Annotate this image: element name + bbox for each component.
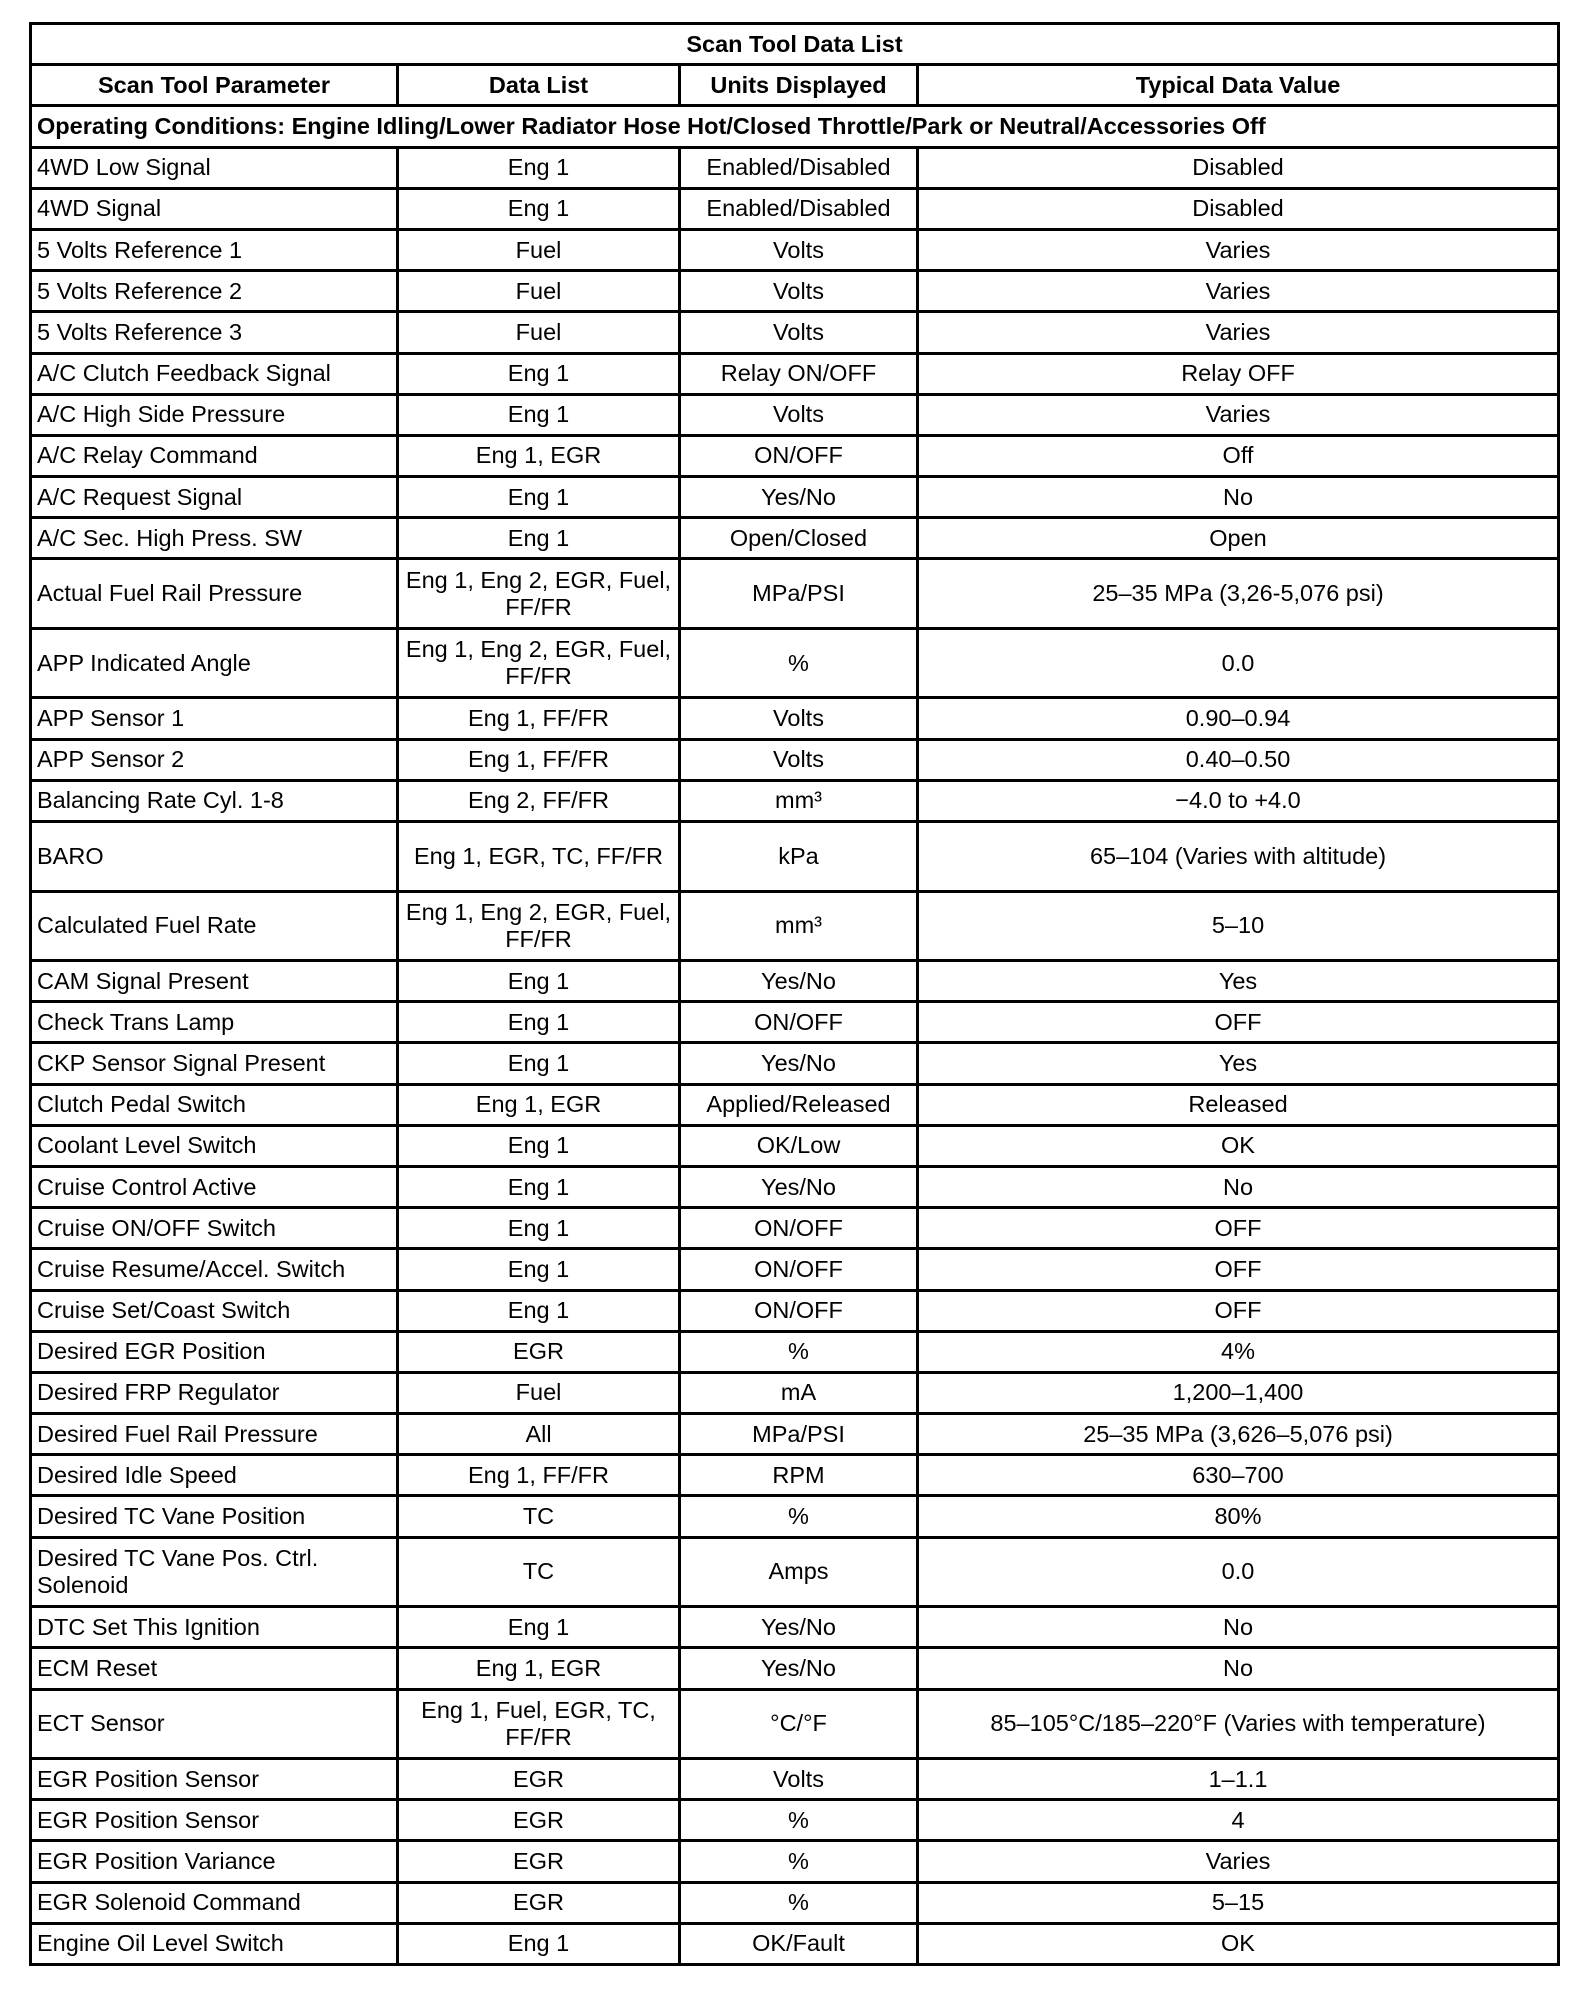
- cell-parameter: 5 Volts Reference 3: [31, 312, 398, 353]
- cell-units: mm³: [680, 891, 918, 961]
- table-row: [31, 1648, 1559, 1689]
- table-row: [31, 1607, 1559, 1648]
- cell-data-list: Eng 1: [398, 147, 680, 188]
- cell-units: Yes/No: [680, 1648, 918, 1689]
- cell-data-list: All: [398, 1414, 680, 1455]
- cell-typical-value: 630–700: [918, 1455, 1559, 1496]
- table-row: [31, 1166, 1559, 1207]
- cell-units: kPa: [680, 822, 918, 892]
- cell-typical-value: No: [918, 1166, 1559, 1207]
- cell-units: ON/OFF: [680, 1249, 918, 1290]
- title-row: [31, 24, 1559, 65]
- cell-parameter: A/C Request Signal: [31, 477, 398, 518]
- cell-typical-value: 85–105°C/185–220°F (Varies with temperature): [918, 1689, 1559, 1759]
- cell-data-list: Fuel: [398, 229, 680, 270]
- cell-units: Amps: [680, 1537, 918, 1607]
- cell-units: Applied/Released: [680, 1084, 918, 1125]
- cell-units: Yes/No: [680, 1043, 918, 1084]
- cell-parameter: Balancing Rate Cyl. 1-8: [31, 780, 398, 821]
- cell-units: mm³: [680, 780, 918, 821]
- table-row: [31, 435, 1559, 476]
- table-row: [31, 1455, 1559, 1496]
- cell-units: Volts: [680, 739, 918, 780]
- cell-parameter: Actual Fuel Rail Pressure: [31, 559, 398, 629]
- cell-typical-value: Varies: [918, 271, 1559, 312]
- cell-data-list: Fuel: [398, 312, 680, 353]
- cell-units: MPa/PSI: [680, 559, 918, 629]
- table-row: [31, 1496, 1559, 1537]
- cell-units: %: [680, 628, 918, 698]
- cell-data-list: Eng 1: [398, 1043, 680, 1084]
- cell-data-list: Eng 1: [398, 188, 680, 229]
- cell-parameter: Desired TC Vane Position: [31, 1496, 398, 1537]
- table-row: [31, 1800, 1559, 1841]
- cell-units: %: [680, 1331, 918, 1372]
- cell-typical-value: Open: [918, 518, 1559, 559]
- cell-units: ON/OFF: [680, 1208, 918, 1249]
- cell-typical-value: 0.90–0.94: [918, 698, 1559, 739]
- cell-typical-value: 80%: [918, 1496, 1559, 1537]
- cell-typical-value: Varies: [918, 1841, 1559, 1882]
- cell-typical-value: Off: [918, 435, 1559, 476]
- cell-parameter: APP Sensor 2: [31, 739, 398, 780]
- cell-units: RPM: [680, 1455, 918, 1496]
- cell-typical-value: Released: [918, 1084, 1559, 1125]
- cell-units: Volts: [680, 1759, 918, 1800]
- cell-data-list: Eng 1, EGR, TC, FF/FR: [398, 822, 680, 892]
- table-row: [31, 1331, 1559, 1372]
- cell-typical-value: Disabled: [918, 188, 1559, 229]
- cell-data-list: Eng 1: [398, 353, 680, 394]
- table-row: [31, 1084, 1559, 1125]
- cell-parameter: Desired EGR Position: [31, 1331, 398, 1372]
- cell-units: %: [680, 1496, 918, 1537]
- cell-parameter: DTC Set This Ignition: [31, 1607, 398, 1648]
- operating-conditions-row: [31, 106, 1559, 147]
- cell-parameter: APP Indicated Angle: [31, 628, 398, 698]
- cell-parameter: Cruise Control Active: [31, 1166, 398, 1207]
- table-row: [31, 1125, 1559, 1166]
- cell-parameter: A/C Clutch Feedback Signal: [31, 353, 398, 394]
- cell-data-list: Eng 1: [398, 477, 680, 518]
- table-row: [31, 1759, 1559, 1800]
- cell-units: MPa/PSI: [680, 1414, 918, 1455]
- cell-typical-value: OFF: [918, 1002, 1559, 1043]
- cell-typical-value: Yes: [918, 961, 1559, 1002]
- cell-parameter: CAM Signal Present: [31, 961, 398, 1002]
- table-row: [31, 1290, 1559, 1331]
- cell-units: Volts: [680, 271, 918, 312]
- cell-typical-value: Yes: [918, 1043, 1559, 1084]
- cell-units: Volts: [680, 312, 918, 353]
- cell-data-list: Eng 1: [398, 1290, 680, 1331]
- cell-data-list: Eng 1, EGR: [398, 1648, 680, 1689]
- header-data-list: Data List: [398, 65, 680, 106]
- cell-typical-value: 65–104 (Varies with altitude): [918, 822, 1559, 892]
- cell-typical-value: OK: [918, 1125, 1559, 1166]
- table-row: [31, 1841, 1559, 1882]
- cell-typical-value: 0.0: [918, 628, 1559, 698]
- cell-units: ON/OFF: [680, 1290, 918, 1331]
- cell-data-list: Eng 1: [398, 394, 680, 435]
- cell-data-list: Eng 1: [398, 518, 680, 559]
- cell-typical-value: No: [918, 477, 1559, 518]
- cell-data-list: Eng 1: [398, 1002, 680, 1043]
- cell-units: Volts: [680, 229, 918, 270]
- cell-units: ON/OFF: [680, 1002, 918, 1043]
- table-row: [31, 698, 1559, 739]
- cell-units: Yes/No: [680, 1166, 918, 1207]
- table-row: [31, 518, 1559, 559]
- table-row: [31, 1923, 1559, 1964]
- cell-typical-value: No: [918, 1648, 1559, 1689]
- table-row: [31, 271, 1559, 312]
- cell-typical-value: 1–1.1: [918, 1759, 1559, 1800]
- cell-parameter: Desired Fuel Rail Pressure: [31, 1414, 398, 1455]
- table-row: [31, 1689, 1559, 1759]
- cell-parameter: Desired Idle Speed: [31, 1455, 398, 1496]
- table-row: [31, 1414, 1559, 1455]
- cell-parameter: EGR Position Sensor: [31, 1759, 398, 1800]
- cell-parameter: APP Sensor 1: [31, 698, 398, 739]
- table-row: [31, 1372, 1559, 1413]
- table-row: [31, 1537, 1559, 1607]
- operating-conditions: Operating Conditions: Engine Idling/Lower Radiator Hose Hot/Closed Throttle/Park or Neutral/Accessories Off: [31, 106, 1559, 147]
- cell-data-list: EGR: [398, 1331, 680, 1372]
- table-row: [31, 780, 1559, 821]
- header-typical-value: Typical Data Value: [918, 65, 1559, 106]
- table-row: [31, 477, 1559, 518]
- table-row: [31, 628, 1559, 698]
- header-parameter: Scan Tool Parameter: [31, 65, 398, 106]
- cell-typical-value: 4%: [918, 1331, 1559, 1372]
- cell-parameter: EGR Position Sensor: [31, 1800, 398, 1841]
- cell-units: °C/°F: [680, 1689, 918, 1759]
- table-row: [31, 961, 1559, 1002]
- cell-typical-value: 5–10: [918, 891, 1559, 961]
- cell-data-list: Eng 1, Eng 2, EGR, Fuel, FF/FR: [398, 559, 680, 629]
- header-row: [31, 65, 1559, 106]
- cell-units: Volts: [680, 698, 918, 739]
- cell-typical-value: OFF: [918, 1208, 1559, 1249]
- cell-typical-value: Disabled: [918, 147, 1559, 188]
- cell-parameter: EGR Position Variance: [31, 1841, 398, 1882]
- table-row: [31, 1002, 1559, 1043]
- cell-data-list: Eng 1, EGR: [398, 435, 680, 476]
- table-row: [31, 1882, 1559, 1923]
- cell-data-list: Eng 1: [398, 1249, 680, 1290]
- cell-data-list: Eng 1: [398, 1208, 680, 1249]
- table-row: [31, 891, 1559, 961]
- cell-parameter: Clutch Pedal Switch: [31, 1084, 398, 1125]
- cell-data-list: Eng 1: [398, 1125, 680, 1166]
- cell-units: mA: [680, 1372, 918, 1413]
- cell-typical-value: OFF: [918, 1290, 1559, 1331]
- cell-data-list: EGR: [398, 1800, 680, 1841]
- cell-units: ON/OFF: [680, 435, 918, 476]
- table-row: [31, 559, 1559, 629]
- table-row: [31, 1043, 1559, 1084]
- cell-parameter: Cruise Resume/Accel. Switch: [31, 1249, 398, 1290]
- table-row: [31, 739, 1559, 780]
- cell-parameter: Coolant Level Switch: [31, 1125, 398, 1166]
- table-row: [31, 312, 1559, 353]
- table-title: Scan Tool Data List: [31, 24, 1559, 65]
- table-row: [31, 353, 1559, 394]
- cell-parameter: Cruise Set/Coast Switch: [31, 1290, 398, 1331]
- cell-units: OK/Low: [680, 1125, 918, 1166]
- cell-data-list: Eng 1, EGR: [398, 1084, 680, 1125]
- cell-data-list: Eng 1, Eng 2, EGR, Fuel, FF/FR: [398, 628, 680, 698]
- cell-units: Enabled/Disabled: [680, 147, 918, 188]
- cell-typical-value: 25–35 MPa (3,626–5,076 psi): [918, 1414, 1559, 1455]
- cell-data-list: TC: [398, 1537, 680, 1607]
- cell-parameter: EGR Solenoid Command: [31, 1882, 398, 1923]
- cell-data-list: Eng 1: [398, 1166, 680, 1207]
- cell-units: Yes/No: [680, 961, 918, 1002]
- cell-parameter: ECM Reset: [31, 1648, 398, 1689]
- cell-typical-value: 0.0: [918, 1537, 1559, 1607]
- cell-typical-value: Varies: [918, 394, 1559, 435]
- cell-units: Yes/No: [680, 477, 918, 518]
- cell-units: Open/Closed: [680, 518, 918, 559]
- cell-data-list: Eng 1, FF/FR: [398, 1455, 680, 1496]
- cell-typical-value: No: [918, 1607, 1559, 1648]
- cell-parameter: Check Trans Lamp: [31, 1002, 398, 1043]
- cell-parameter: 5 Volts Reference 2: [31, 271, 398, 312]
- cell-typical-value: 4: [918, 1800, 1559, 1841]
- cell-parameter: CKP Sensor Signal Present: [31, 1043, 398, 1084]
- cell-data-list: EGR: [398, 1882, 680, 1923]
- cell-data-list: Eng 1: [398, 1923, 680, 1964]
- cell-typical-value: 1,200–1,400: [918, 1372, 1559, 1413]
- cell-parameter: A/C Relay Command: [31, 435, 398, 476]
- cell-parameter: Cruise ON/OFF Switch: [31, 1208, 398, 1249]
- cell-typical-value: Varies: [918, 312, 1559, 353]
- cell-units: Relay ON/OFF: [680, 353, 918, 394]
- cell-parameter: ECT Sensor: [31, 1689, 398, 1759]
- cell-typical-value: 5–15: [918, 1882, 1559, 1923]
- cell-parameter: 4WD Signal: [31, 188, 398, 229]
- cell-units: OK/Fault: [680, 1923, 918, 1964]
- table-row: [31, 394, 1559, 435]
- cell-parameter: Desired FRP Regulator: [31, 1372, 398, 1413]
- cell-units: Yes/No: [680, 1607, 918, 1648]
- cell-data-list: Fuel: [398, 1372, 680, 1413]
- cell-typical-value: OK: [918, 1923, 1559, 1964]
- cell-units: %: [680, 1882, 918, 1923]
- cell-data-list: Eng 1, Eng 2, EGR, Fuel, FF/FR: [398, 891, 680, 961]
- cell-data-list: TC: [398, 1496, 680, 1537]
- cell-typical-value: OFF: [918, 1249, 1559, 1290]
- cell-data-list: EGR: [398, 1759, 680, 1800]
- cell-data-list: EGR: [398, 1841, 680, 1882]
- cell-data-list: Eng 2, FF/FR: [398, 780, 680, 821]
- cell-typical-value: 25–35 MPa (3,26-5,076 psi): [918, 559, 1559, 629]
- cell-parameter: 4WD Low Signal: [31, 147, 398, 188]
- cell-parameter: Engine Oil Level Switch: [31, 1923, 398, 1964]
- table-row: [31, 1208, 1559, 1249]
- cell-units: Enabled/Disabled: [680, 188, 918, 229]
- cell-data-list: Eng 1: [398, 1607, 680, 1648]
- cell-data-list: Fuel: [398, 271, 680, 312]
- cell-parameter: A/C High Side Pressure: [31, 394, 398, 435]
- cell-data-list: Eng 1, FF/FR: [398, 739, 680, 780]
- cell-parameter: 5 Volts Reference 1: [31, 229, 398, 270]
- cell-typical-value: Relay OFF: [918, 353, 1559, 394]
- cell-typical-value: −4.0 to +4.0: [918, 780, 1559, 821]
- scan-tool-data-table: [29, 22, 1560, 1966]
- cell-units: Volts: [680, 394, 918, 435]
- cell-units: %: [680, 1841, 918, 1882]
- cell-parameter: A/C Sec. High Press. SW: [31, 518, 398, 559]
- cell-data-list: Eng 1: [398, 961, 680, 1002]
- cell-units: %: [680, 1800, 918, 1841]
- table-row: [31, 822, 1559, 892]
- cell-parameter: Calculated Fuel Rate: [31, 891, 398, 961]
- cell-data-list: Eng 1, Fuel, EGR, TC, FF/FR: [398, 1689, 680, 1759]
- cell-parameter: Desired TC Vane Pos. Ctrl. Solenoid: [31, 1537, 398, 1607]
- cell-data-list: Eng 1, FF/FR: [398, 698, 680, 739]
- table-row: [31, 1249, 1559, 1290]
- table-row: [31, 229, 1559, 270]
- table-row: [31, 188, 1559, 229]
- table-row: [31, 147, 1559, 188]
- header-units: Units Displayed: [680, 65, 918, 106]
- cell-typical-value: 0.40–0.50: [918, 739, 1559, 780]
- cell-typical-value: Varies: [918, 229, 1559, 270]
- cell-parameter: BARO: [31, 822, 398, 892]
